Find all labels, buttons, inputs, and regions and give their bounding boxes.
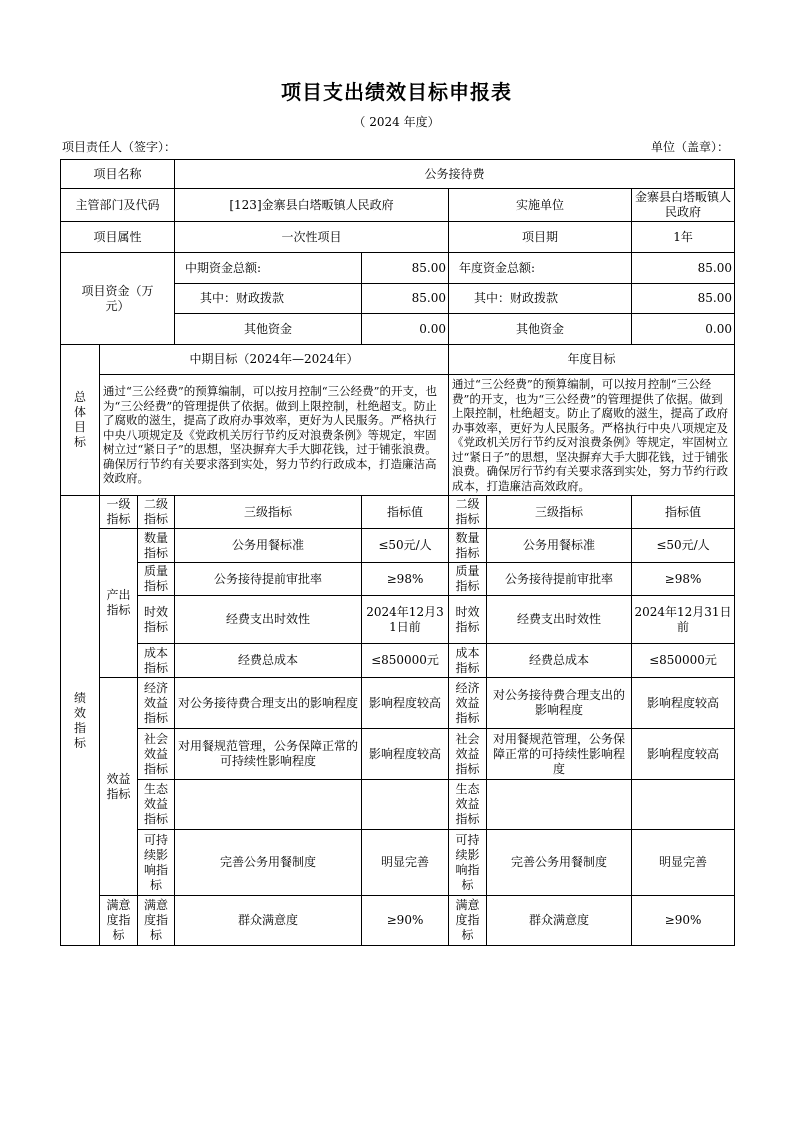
indicator-level2: 生态效益指标 [138,780,175,830]
level2-header: 二级指标 [138,496,175,529]
indicator-value: ≤850000元 [362,644,449,678]
year-fiscal-value: 85.00 [632,284,735,314]
year-indicator-level3 [487,780,632,830]
project-attribute-label: 项目属性 [61,222,175,253]
indicator-level3: 经费支出时效性 [175,596,362,644]
indicator-level3: 对公务接待费合理支出的影响程度 [175,678,362,729]
year-goal-header: 年度目标 [449,345,735,375]
year-indicator-value: 明显完善 [632,830,735,896]
indicator-value: ≤50元/人 [362,529,449,563]
year-indicator-level2: 时效指标 [449,596,487,644]
indicator-value: 影响程度较高 [362,729,449,780]
project-name-label: 项目名称 [61,160,175,189]
indicator-level3: 经费总成本 [175,644,362,678]
level1-header: 一级指标 [100,496,138,529]
year-indicator-value: 影响程度较高 [632,729,735,780]
year-indicator-value: ≥98% [632,563,735,596]
year-indicator-level2: 成本指标 [449,644,487,678]
year-indicator-level2: 数量指标 [449,529,487,563]
year-indicator-level2: 社会效益指标 [449,729,487,780]
mid-total-value: 85.00 [362,253,449,284]
project-period-value: 1年 [632,222,735,253]
year-indicator-value: 2024年12月31日前 [632,596,735,644]
benefit-indicator-label: 效益指标 [100,678,138,896]
year-indicator-level2: 可持续影响指标 [449,830,487,896]
mid-other-label: 其他资金 [175,314,362,345]
value-header: 指标值 [362,496,449,529]
project-attribute-value: 一次性项目 [175,222,449,253]
output-indicator-label: 产出指标 [100,529,138,678]
page-title: 项目支出绩效目标申报表 [281,80,512,104]
unit-stamp-label: 单位（盖章）： [650,140,729,154]
project-funds-label: 项目资金（万元） [61,253,175,345]
overall-goal-label: 总体目标 [61,345,100,496]
year-line: （ 2024 年度） [353,115,440,129]
mid-fiscal-value: 85.00 [362,284,449,314]
year-indicator-value: ≤850000元 [632,644,735,678]
year-indicator-level3: 公务接待提前审批率 [487,563,632,596]
mid-fiscal-label: 其中：财政拨款 [175,284,362,314]
implementing-unit-label: 实施单位 [449,189,632,222]
indicator-level2: 可持续影响指标 [138,830,175,896]
year-total-value: 85.00 [632,253,735,284]
year-indicator-value: ≤50元/人 [632,529,735,563]
year-indicator-level2: 满意度指标 [449,896,487,946]
year-fiscal-label: 其中：财政拨款 [449,284,632,314]
indicator-level3 [175,780,362,830]
indicator-level3: 群众满意度 [175,896,362,946]
year-indicator-value: ≥90% [632,896,735,946]
mid-other-value: 0.00 [362,314,449,345]
year-total-label: 年度资金总额: [449,253,632,284]
implementing-unit-value: 金寨县白塔畈镇人民政府 [632,189,735,222]
year-indicator-level3: 完善公务用餐制度 [487,830,632,896]
indicator-level2: 成本指标 [138,644,175,678]
year-indicator-level2: 经济效益指标 [449,678,487,729]
satisfaction-indicator-label: 满意度指标 [100,896,138,946]
mid-goal-header: 中期目标（2024年—2024年） [100,345,449,375]
year-indicator-level2: 质量指标 [449,563,487,596]
indicator-level2: 数量指标 [138,529,175,563]
indicator-value: 影响程度较高 [362,678,449,729]
year-level2-header: 二级指标 [449,496,487,529]
indicator-level3: 公务接待提前审批率 [175,563,362,596]
year-indicator-level3: 群众满意度 [487,896,632,946]
department-value: [123]金寨县白塔畈镇人民政府 [175,189,449,222]
year-indicator-level3: 经费支出时效性 [487,596,632,644]
indicator-value: 2024年12月31日前 [362,596,449,644]
year-indicator-level3: 公务用餐标准 [487,529,632,563]
indicator-value: ≥98% [362,563,449,596]
indicator-level2: 满意度指标 [138,896,175,946]
year-indicator-level3: 对用餐规范管理，公务保障正常的可持续性影响程度 [487,729,632,780]
indicator-level2: 经济效益指标 [138,678,175,729]
indicator-value: 明显完善 [362,830,449,896]
department-label: 主管部门及代码 [61,189,175,222]
year-level3-header: 三级指标 [487,496,632,529]
year-indicator-level3: 对公务接待费合理支出的影响程度 [487,678,632,729]
indicator-value: ≥90% [362,896,449,946]
year-other-label: 其他资金 [449,314,632,345]
year-indicator-level3: 经费总成本 [487,644,632,678]
mid-goal-text: 通过“三公经费”的预算编制，可以按月控制“三公经费”的开支，也为“三公经费”的管理提供了依据。做到上限控制，杜绝超支。防止了腐败的滋生，提高了政府办事效率，更好为人民服务。严格执行中央八项规定及《党政机关厉行节约反对浪费条例》等规定，牢固树立过“紧日子”的思想，坚决摒弃大手大脚花钱，过于铺张浪费。确保厉行节约有关要求落到实处，努力节约行政成本，打造廉洁高效政府。 [100,375,449,496]
year-other-value: 0.00 [632,314,735,345]
indicator-level3: 公务用餐标准 [175,529,362,563]
responsible-signature-label: 项目责任人（签字）： [62,140,177,154]
indicator-level2: 社会效益指标 [138,729,175,780]
year-indicator-level2: 生态效益指标 [449,780,487,830]
project-name-value: 公务接待费 [175,160,735,189]
year-goal-text: 通过“三公经费”的预算编制，可以按月控制“三公经费”的开支，也为“三公经费”的管理提供了依据。做到上限控制，杜绝超支。防止了腐败的滋生，提高了政府办事效率，更好为人民服务。严格执行中央八项规定及《党政机关厉行节约反对浪费条例》等规定，牢固树立过“紧日子”的思想，坚决摒弃大手大脚花钱，过于铺张浪费。确保厉行节约有关要求落到实处，努力节约行政成本，打造廉洁高效政府。 [449,375,735,496]
indicator-level3: 完善公务用餐制度 [175,830,362,896]
performance-goal-table [60,159,735,946]
indicator-level2: 时效指标 [138,596,175,644]
indicator-level2: 质量指标 [138,563,175,596]
year-indicator-value [632,780,735,830]
mid-total-label: 中期资金总额: [175,253,362,284]
project-period-label: 项目期 [449,222,632,253]
level3-header: 三级指标 [175,496,362,529]
year-value-header: 指标值 [632,496,735,529]
performance-indicator-label: 绩效指标 [61,496,100,946]
year-indicator-value: 影响程度较高 [632,678,735,729]
indicator-value [362,780,449,830]
indicator-level3: 对用餐规范管理，公务保障正常的可持续性影响程度 [175,729,362,780]
